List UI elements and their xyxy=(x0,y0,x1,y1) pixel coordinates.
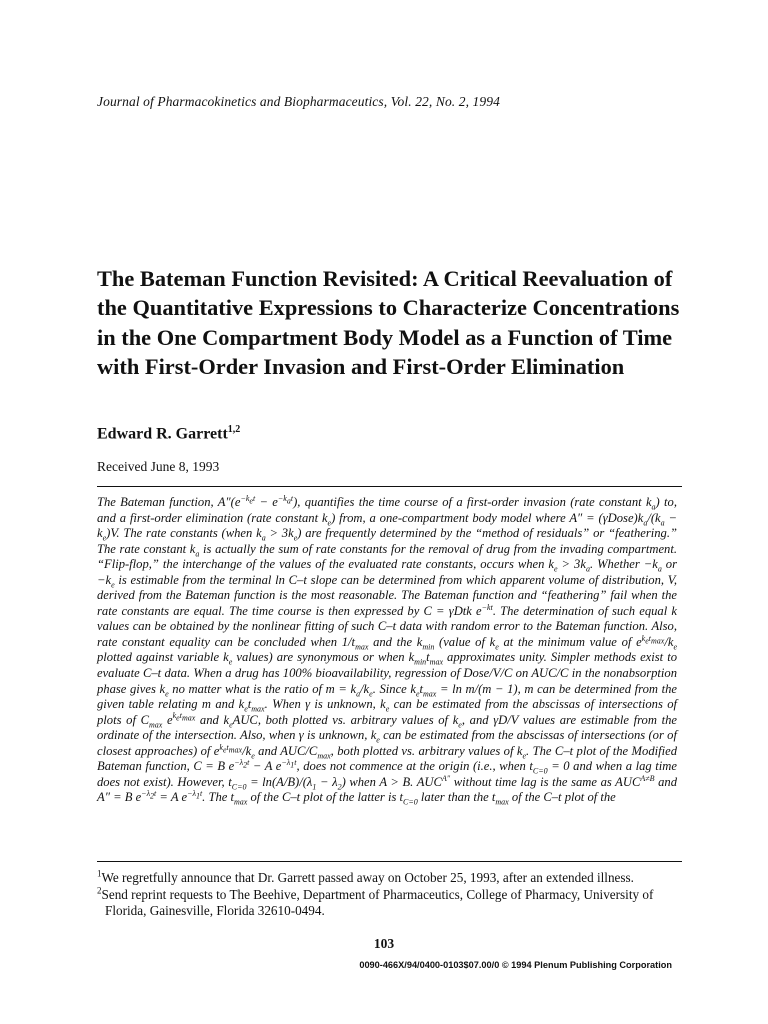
author-name: Edward R. Garrett xyxy=(97,425,228,443)
received-date: Received June 8, 1993 xyxy=(97,459,220,474)
page-number: 103 xyxy=(373,936,395,951)
article-title: The Bateman Function Revisited: A Critical Reevaluation of the Quantitative Expressions to Characterize Concentrations in the One Compartment Body Model as a Function of Time with First-Order Invasion and First-Order Elimination xyxy=(97,266,680,379)
footnote-text: Send reprint requests to The Beehive, Department of Pharmaceutics, College of Pharmacy, University of Florida, Gainesville, Florida 32610-0494. xyxy=(101,887,654,919)
footnote-rule xyxy=(97,861,682,862)
copyright-line: 0090-466X/94/0400-0103$07.00/0 © 1994 Plenum Publishing Corporation xyxy=(359,960,672,970)
footnotes xyxy=(97,870,672,921)
abstract: The Bateman function, $A''(e^{-k_et} - e^{-k_at})$, quantifies the time course of a first-order invasion (rate constant $k_a$) to, and a first-order elimination (rate constant $k_e$) from, a one-compartment body model where $A'' = (\gamma Dose)k_a/(k_a - k_e)V$. The rate constants (when $k_a > 3k_e$) are frequently determined by the “method of residuals” or “feathering.” The rate constant $k_a$ is actually the sum of rate constants for the removal of drug from the invading compartment. “Flip-flop,” the interchange of the values of the evaluated rate constants, occurs when $k_e > 3k_a$. Whether $-k_a$ or $-k_e$ is estimable from the terminal ln C–t slope can be determined from which apparent volume of distribution, V, derived from the Bateman function is the most reasonable. The Bateman function and “feathering” fail when the rate constants are equal. The time course is then expressed by C = γDtk $e^{-kt}$. The determination of such equal k values can be obtained by the nonlinear fitting of such C–t data with random error to the Bateman function. Also, rate constant equality can be concluded when $1/t_{max}$ and the $k_{min}$ (value of $k_e$ at the minimum value of $e^{k_et_{max}}/k_e$ plotted against variable $k_e$ values) are synonymous or when $k_{min}t_{max}$ approximates unity. Simpler methods exist to evaluate C–t data. When a drug has 100% bioavailability, regression of Dose/V/C on AUC/C in the nonabsorption phase gives $k_e$ no matter what is the ratio of $m = k_a/k_e$. Since $k_et_{max} = \ln m/(m - 1)$, m can be determined from the given table relating m and $k_et_{max}$. When γ is unknown, $k_e$ can be estimated from the abscissas of intersections of plots of $C_{max}$ $e^{k_et_{max}}$ and $k_eAUC$, both plotted vs. arbitrary values of $k_e$, and γD/V values are estimable from the ordinate of the intersection. Also, when γ is unknown, $k_e$ can be estimated from the abscissas of intersections (or of closest approaches) of $e^{k_et_{max}}/k_e$ and AUC/$C_{max}$, both plotted vs. arbitrary values of $k_e$. The C–t plot of the Modified Bateman function, C = B $e^{-\lambda_2t} - A$ $e^{-\lambda_1t}$, does not commence at the origin (i.e., when $t_{C=0} = 0$ and when a lag time does not exist). However, $t_{C=0} = \ln(A/B)/(\lambda_1 - \lambda_2)$ when A > B. $AUC^{A''}$ without time lag is the same as $AUC^{A\ne B}$ and A″ = B $e^{-\lambda_2t} = A$ $e^{-\lambda_1t}$. The $t_{max}$ of the C–t plot of the latter is $t_{C=0}$ later than the $t_{max}$ of the C–t plot of the xyxy=(97,493,678,807)
footnote-text: We regretfully announce that Dr. Garrett passed away on October 25, 1993, after an extended illness. xyxy=(101,870,634,885)
footnote-2 xyxy=(97,887,672,919)
author-affiliation-marks: 1,2 xyxy=(227,424,241,435)
author-line xyxy=(97,424,240,443)
abstract-top-rule xyxy=(97,486,682,487)
journal-header: Journal of Pharmacokinetics and Biopharmaceutics, Vol. 22, No. 2, 1994 xyxy=(97,94,500,109)
footnote-1 xyxy=(97,870,672,886)
footnote-mark: 1 xyxy=(97,868,102,879)
footnote-mark: 2 xyxy=(97,885,102,896)
